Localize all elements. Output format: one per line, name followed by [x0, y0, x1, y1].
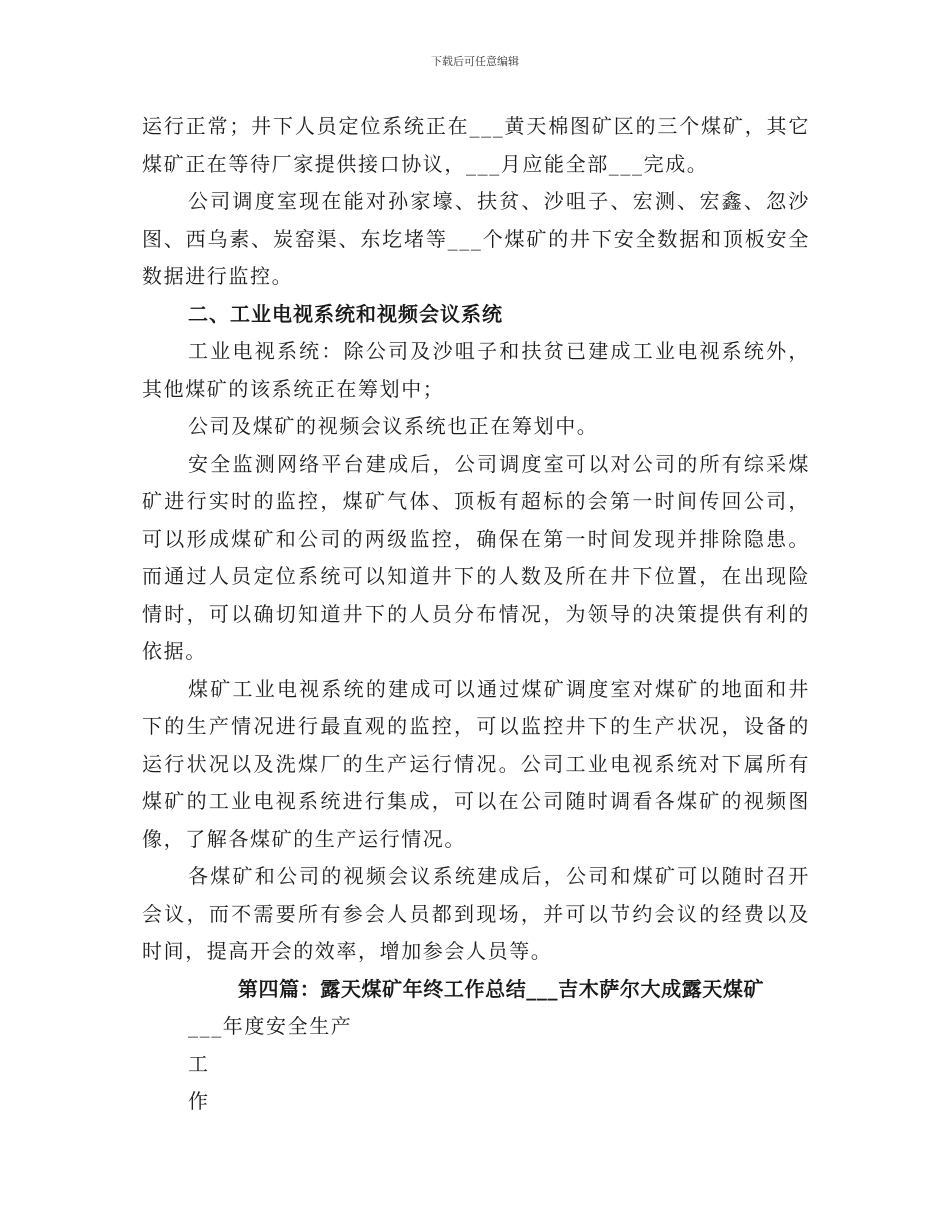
chapter-title: 第四篇：露天煤矿年终工作总结___吉木萨尔大成露天煤矿 — [237, 976, 765, 1001]
paragraph: 工业电视系统：除公司及沙咀子和扶贫已建成工业电视系统外，其他煤矿的该系统正在筹划中； — [142, 339, 810, 401]
paragraph: 安全监测网络平台建成后，公司调度室可以对公司的所有综采煤矿进行实时的监控，煤矿气体、顶板有超标的会第一时间传回公司，可以形成煤矿和公司的两级监控，确保在第一时间发现并排除隐患。而通过人员定位系统可以知道井下的人数及所在井下位置，在出现险情时，可以确切知道井下的人员分布情况，为领导的决策提供有利的依据。 — [142, 451, 810, 663]
section-heading: 二、工业电视系统和视频会议系统 — [188, 301, 503, 326]
paragraph: 煤矿工业电视系统的建成可以通过煤矿调度室对煤矿的地面和井下的生产情况进行最直观的监控，可以监控井下的生产状况，设备的运行状况以及洗煤厂的生产运行情况。公司工业电视系统对下属所有煤矿的工业电视系统进行集成，可以在公司随时调看各煤矿的视频图像，了解各煤矿的生产运行情况。 — [142, 676, 810, 851]
document-body — [142, 108, 810, 1121]
paragraph: 各煤矿和公司的视频会议系统建成后，公司和煤矿可以随时召开会议，而不需要所有参会人员都到现场，并可以节约会议的经费以及时间，提高开会的效率，增加参会人员等。 — [142, 864, 810, 963]
paragraph: 运行正常；井下人员定位系统正在___黄天棉图矿区的三个煤矿，其它煤矿正在等待厂家提供接口协议，___月应能全部___完成。 — [142, 114, 810, 176]
paragraph: 公司及煤矿的视频会议系统也正在筹划中。 — [188, 414, 599, 438]
subtitle-line: 工 — [188, 1051, 210, 1076]
subtitle-line: 作 — [188, 1089, 210, 1113]
page-header: 下载后可任意编辑 — [431, 55, 519, 68]
paragraph: 公司调度室现在能对孙家壕、扶贫、沙咀子、宏测、宏鑫、忽沙图、西乌素、炭窑渠、东圪堵等___个煤矿的井下安全数据和顶板安全数据进行监控。 — [142, 189, 810, 288]
subtitle-line: ___年度安全生产 — [188, 1014, 353, 1038]
